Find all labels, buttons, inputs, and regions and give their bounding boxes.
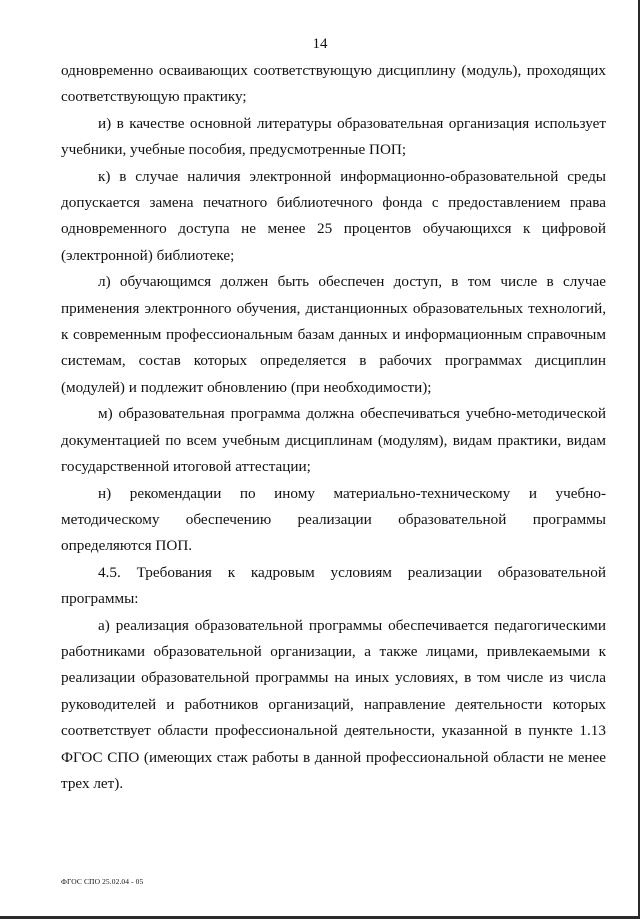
page-number: 14 (312, 36, 328, 52)
paragraph-item-a: а) реализация образовательной программы обеспечивается педагогическими работниками образовательной организации, а также лицами, привлекаемыми к реализации образовательной программы на иных условиях, в том числе из числа руководителей и работников организаций, направление деятельности которых соответствует области профессиональной деятельности, указанной в пункте 1.13 ФГОС СПО (имеющих стаж работы в данной профессиональной области не менее трех лет). (61, 616, 606, 792)
paragraph-item-k: к) в случае наличия электронной информационно-образовательной среды допускается замена печатного библиотечного фонда с предоставлением права одновременного доступа не менее 25 процентов обучающихся к цифровой (электронной) библиотеке; (61, 167, 606, 264)
body-text (61, 58, 606, 797)
footer-label: ФГОС СПО 25.02.04 - 05 (61, 877, 144, 886)
paragraph-continuation: одновременно осваивающих соответствующую дисциплину (модуль), проходящих соответствующую практику; (61, 62, 606, 106)
paragraph-item-i: и) в качестве основной литературы образовательная организация использует учебники, учебные пособия, предусмотренные ПОП; (61, 114, 606, 159)
paragraph-item-l: л) обучающимся должен быть обеспечен доступ, в том числе в случае применения электронного обучения, дистанционных образовательных технологий, к современным профессиональным базам данных и информационным справочным системам, состав которых определяется в рабочих программах дисциплин (модулей) и подлежит обновлению (при необходимости); (61, 273, 606, 396)
paragraph-item-n: н) рекомендации по иному материально-техническому и учебно-методическому обеспечению реализации образовательной программы определяются ПОП. (61, 484, 606, 555)
paragraph-item-m: м) образовательная программа должна обеспечиваться учебно-методической документацией по всем учебным дисциплинам (модулям), видам практики, видам государственной итоговой аттестации; (61, 405, 606, 476)
section-heading-4-5: 4.5. Требования к кадровым условиям реализации образовательной программы: (61, 563, 606, 608)
